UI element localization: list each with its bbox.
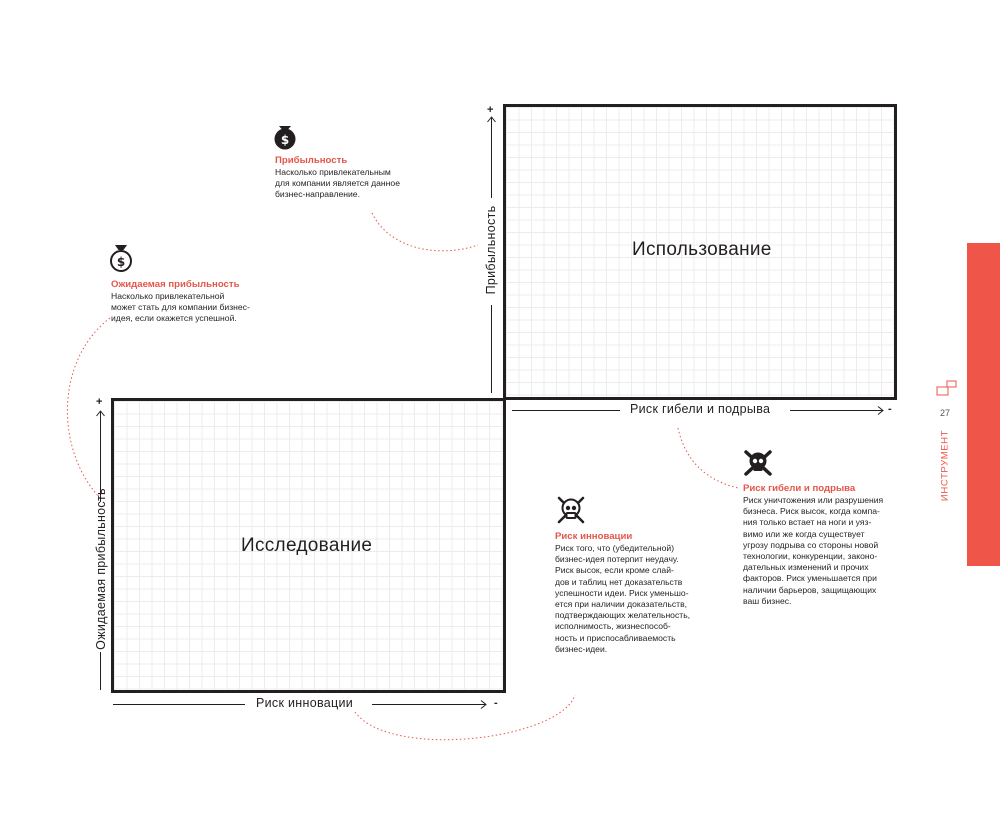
- innovation-risk-note: [555, 531, 690, 655]
- death-risk-note-line: угрозу подрыва со стороны новой: [743, 539, 879, 550]
- expected-profit-note-line: идея, если окажется успешной.: [111, 313, 237, 324]
- expected-axis-plus: +: [96, 396, 103, 408]
- death-risk-note-line: ния только встает на ноги и уяз-: [743, 517, 872, 528]
- skull-crossbones-icon: [743, 448, 773, 478]
- innovation-risk-note-line: ется при наличии доказательств,: [555, 599, 688, 610]
- innovation-risk-note-line: подтверждающих желательность,: [555, 610, 691, 621]
- death-risk-note-title: Риск гибели и подрыва: [743, 483, 856, 494]
- innovation-axis-label: Риск инновации: [256, 696, 354, 710]
- expected-axis-label: Ожидаемая прибыльность: [94, 488, 108, 650]
- profitability-note-line: Насколько привлекательным: [275, 167, 391, 177]
- explore-quadrant-title: Исследование: [241, 535, 373, 556]
- profit-axis-label: Прибыльность: [484, 205, 498, 295]
- innovation-risk-note-line: бизнес-идея потерпит неудачу.: [555, 554, 679, 565]
- profit-axis-line-top: [491, 118, 492, 198]
- death-risk-note-line: вимо или же когда существует: [743, 528, 865, 539]
- death-axis-label: Риск гибели и подрыва: [630, 402, 771, 416]
- innovation-connector: [355, 695, 575, 740]
- expected-profit-note: [111, 279, 250, 325]
- innovation-risk-note-line: исполнимость, жизнеспособ-: [555, 621, 671, 632]
- expected-axis-arrow-icon: [96, 410, 105, 418]
- profitability-note-title: Прибыльность: [275, 155, 348, 166]
- profitability-note-line: для компании является данное: [275, 178, 400, 189]
- innovation-risk-note-title: Риск инновации: [555, 531, 633, 542]
- svg-text:$: $: [116, 255, 126, 269]
- innovation-risk-note-line: Риск высок, если кроме слай-: [555, 565, 674, 576]
- profit-axis-plus: +: [487, 104, 494, 116]
- section-tab: [967, 243, 1000, 566]
- death-risk-note-line: ваш бизнес.: [743, 595, 792, 606]
- death-risk-note-line: наличии барьеров, защищающих: [743, 584, 877, 595]
- innovation-axis-minus: -: [494, 697, 498, 709]
- death-risk-note-line: технологии, конкуренции, законо-: [743, 551, 878, 562]
- money-bag-icon: [274, 124, 296, 150]
- expected-connector: [67, 318, 110, 498]
- innovation-risk-note-line: ность и приспосабливаемость: [555, 632, 676, 643]
- innovation-axis-line-right: [372, 704, 485, 705]
- death-risk-note-line: дательных изменений и прочих: [743, 562, 869, 573]
- expected-profit-note-line: Насколько привлекательной: [111, 291, 225, 301]
- death-risk-note-line: Риск уничтожения или разрушения: [743, 495, 884, 505]
- expected-axis-line-bottom: [100, 652, 101, 690]
- use-quadrant-title: Использование: [632, 239, 772, 260]
- expected-profit-note-title: Ожидаемая прибыльность: [111, 279, 240, 290]
- innovation-axis-arrow-icon: [480, 700, 488, 709]
- money-bag-outline-icon: [109, 243, 133, 273]
- profitability-note: [275, 155, 400, 201]
- svg-text:$: $: [280, 133, 290, 147]
- innovation-risk-note-line: успешности идеи. Риск уменьшо-: [555, 587, 689, 598]
- profitability-note-line: бизнес-направление.: [275, 189, 360, 200]
- death-risk-note-line: факторов. Риск уменьшается при: [743, 573, 877, 584]
- innovation-risk-note-line: дов и таблиц нет доказательств: [555, 576, 683, 587]
- death-axis-minus: -: [888, 403, 892, 415]
- innovation-axis-line-left: [113, 704, 245, 705]
- death-axis-line-left: [512, 410, 620, 411]
- profit-connector: [372, 213, 478, 251]
- expected-profit-note-line: может стать для компании бизнес-: [111, 302, 250, 313]
- profit-axis-arrow-icon: [487, 116, 496, 124]
- death-risk-note: [743, 483, 883, 607]
- death-connector: [678, 428, 738, 488]
- page-number: 27: [940, 408, 951, 418]
- innovation-risk-note-line: Риск того, что (убедительной): [555, 543, 675, 553]
- death-axis-line-right: [790, 410, 883, 411]
- innovation-risk-note-line: бизнес-идеи.: [555, 643, 608, 654]
- death-axis-arrow-icon: [877, 406, 885, 415]
- section-squares-icon: [933, 380, 959, 396]
- death-risk-note-line: бизнеса. Риск высок, когда компа-: [743, 506, 880, 517]
- section-label: ИНСТРУМЕНТ: [939, 429, 951, 502]
- skull-icon: [556, 495, 586, 525]
- profit-axis-line-bottom: [491, 305, 492, 393]
